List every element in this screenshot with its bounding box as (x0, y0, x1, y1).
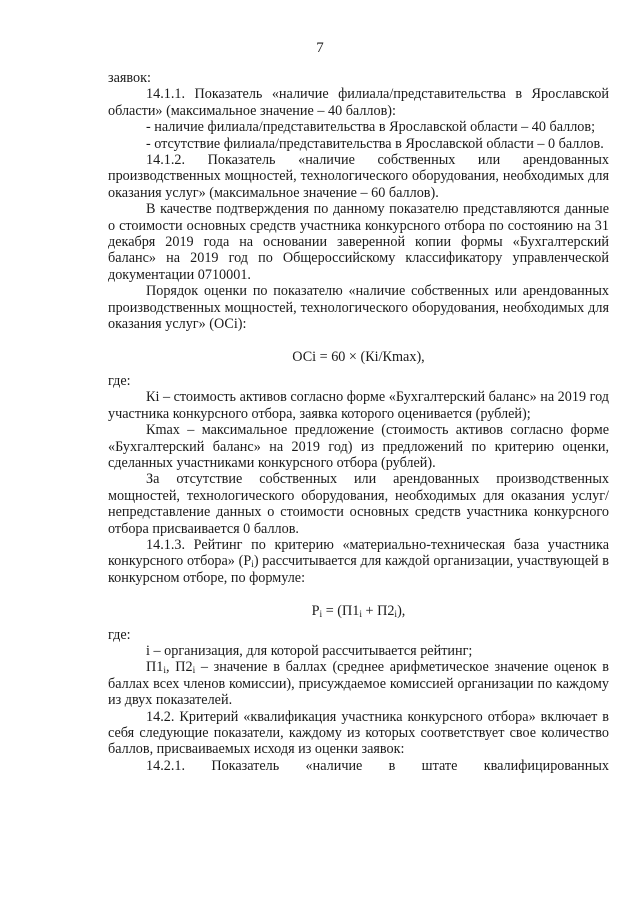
list-item: - отсутствие филиала/представительства в Ярославской области – 0 баллов. (146, 135, 604, 152)
text-run: 14.1.3. Рейтинг по критерию «материально-техническая база участника конкурсного отбора» (Р (108, 536, 609, 570)
paragraph-14-2: 14.2. Критерий «квалификация участника конкурсного отбора» включает в себя следующие показатели, каждому из которых соответствует свое количество баллов, присваиваемых исходя из оценки заявок: (108, 708, 609, 758)
formula-osi: ОСi = 60 × (Кi/Кmax), (292, 348, 425, 365)
paragraph: заявок: (108, 70, 151, 86)
paragraph-14-1-2: 14.1.2. Показатель «наличие собственных или арендованных производственных мощностей, технологического оборудования, необходимых для оказания услуг» (максимальное значение – 60 баллов). (108, 152, 609, 201)
subscript: i (359, 610, 362, 621)
subscript: i (394, 610, 398, 621)
definition-i: i – организация, для которой рассчитывается рейтинг; (146, 643, 473, 659)
subscript: i (192, 666, 196, 677)
paragraph-14-1-1: 14.1.1. Показатель «наличие филиала/представительства в Ярославской области» (максимальное значение – 40 баллов): (108, 86, 609, 119)
document-body (108, 70, 609, 774)
text-run: ) рассчитывается для каждой организации, участвующей в конкурсном отборе, по формуле: (108, 553, 609, 586)
text-run: ), (397, 603, 406, 620)
text-run: Р (311, 603, 320, 620)
text-run: = (П1 (322, 603, 360, 620)
page-number: 7 (316, 40, 324, 56)
text-run: , П2 (165, 659, 193, 676)
text-run: + П2 (361, 603, 395, 620)
text-run: П1 (146, 659, 164, 676)
where-label: где: (108, 626, 131, 643)
subscript: i (319, 610, 323, 621)
paragraph-14-2-1: 14.2.1. Показатель «наличие в штате квалифицированных (146, 757, 609, 774)
formula-rating (108, 603, 609, 619)
paragraph: Порядок оценки по показателю «наличие собственных или арендованных производственных мощностей, технологического оборудования, необходимых для оказания услуг» (ОСi): (108, 283, 609, 333)
where-label: где: (108, 372, 131, 389)
subscript: i (163, 666, 166, 677)
paragraph-14-1-3 (108, 537, 609, 586)
subscript: i (251, 560, 254, 571)
paragraph: За отсутствие собственных или арендованных производственных мощностей, технологического оборудования, необходимых для оказания услуг/ непредставление данных о стоимости основных средств участника конкурсного отбора присваивается 0 баллов. (108, 471, 609, 537)
paragraph: В качестве подтверждения по данному показателю представляются данные о стоимости основных средств участника конкурсного отбора по состоянию на 31 декабря 2019 года на основании заверенной копии формы «Бухгалтерский баланс» на 2019 год по Общероссийскому классификатору управленческой документации 0710001. (108, 201, 609, 283)
definition-kmax: Кmax – максимальное предложение (стоимость активов согласно форме «Бухгалтерский баланс» на 2019 год) из предложений по критерию оценки, сделанных участниками конкурсного отбора (рублей). (108, 422, 609, 471)
definition-p1-p2 (108, 659, 609, 708)
definition-ki: Кi – стоимость активов согласно форме «Бухгалтерский баланс» на 2019 год участника конкурсного отбора, заявка которого оценивается (рублей); (108, 389, 609, 422)
text-run: – значение в баллах (среднее арифметическое значение оценок в баллах всех членов комиссии), присуждаемое комиссией организации по каждому из двух показателей. (108, 659, 609, 709)
list-item: - наличие филиала/представительства в Ярославской области – 40 баллов; (146, 119, 596, 136)
